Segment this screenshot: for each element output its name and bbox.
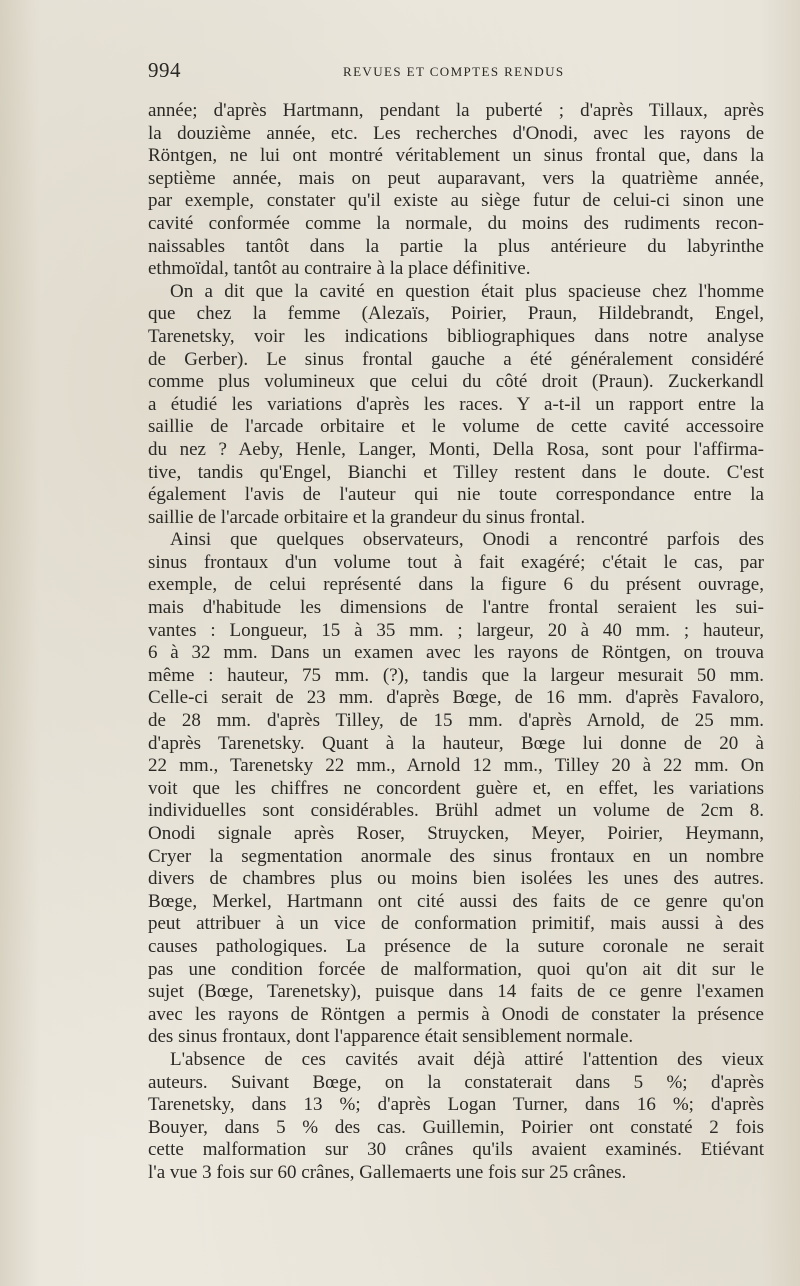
paragraph-first-line: On a dit que la cavité en question était plus spacieuse chez l'homme — [170, 280, 764, 302]
paragraph-line: même : hauteur, 75 mm. (?), tandis que la largeur mesurait 50 mm. — [148, 664, 764, 686]
paragraph-first-line: année; d'après Hartmann, pendant la puberté ; d'après Tillaux, après — [148, 100, 764, 121]
paragraph-line: Cryer la segmentation anormale des sinus frontaux en un nombre — [148, 845, 764, 867]
paragraph-first-line: Ainsi que quelques observateurs, Onodi a rencontré parfois des — [170, 529, 764, 551]
paragraph-line: que chez la femme (Alezaïs, Poirier, Praun, Hildebrandt, Engel, — [148, 303, 764, 325]
paragraph-line: vantes : Longueur, 15 à 35 mm. ; largeur, 20 à 40 mm. ; hauteur, — [148, 619, 764, 641]
paragraph-line: mais d'habitude les dimensions de l'antre frontal seraient les sui- — [148, 597, 764, 619]
paragraph-line: naissables tantôt dans la partie la plus antérieure du labyrinthe — [148, 235, 764, 257]
paragraph-line: cette malformation sur 30 crânes qu'ils avaient examinés. Etiévant — [148, 1139, 764, 1161]
paragraph-line: de Gerber). Le sinus frontal gauche a été généralement considéré — [148, 348, 764, 370]
paragraph-line: Bouyer, dans 5 % des cas. Guillemin, Poirier ont constaté 2 fois — [148, 1116, 764, 1138]
paragraph-line: cavité conformée comme la normale, du moins des rudiments recon- — [148, 212, 764, 234]
paragraph-line: sujet (Bœge, Tarenetsky), puisque dans 14 faits de ce genre l'examen — [148, 981, 764, 1003]
paragraph-line: Bœge, Merkel, Hartmann ont cité aussi des faits de ce genre qu'on — [148, 890, 764, 912]
paragraph-line: 22 mm., Tarenetsky 22 mm., Arnold 12 mm., Tilley 20 à 22 mm. On — [148, 755, 764, 777]
paragraph-line: saillie de l'arcade orbitaire et la grandeur du sinus frontal. — [148, 506, 586, 528]
paragraph-line: causes pathologiques. La présence de la suture coronale ne serait — [148, 935, 764, 957]
paragraph-first-line: L'absence de ces cavités avait déjà attiré l'attention des vieux — [170, 1048, 764, 1070]
paragraph-line: a étudié les variations d'après les races. Y a-t-il un rapport entre la — [148, 393, 764, 415]
paragraph-line: Tarenetsky, voir les indications bibliographiques dans notre analyse — [148, 325, 764, 347]
paragraph-line: l'a vue 3 fois sur 60 crânes, Gallemaerts une fois sur 25 crânes. — [148, 1161, 627, 1183]
paragraph-line: la douzième année, etc. Les recherches d'Onodi, avec les rayons de — [148, 122, 764, 144]
paragraph-line: pas une condition forcée de malformation, quoi qu'on ait dit sur le — [148, 958, 764, 980]
paragraph-line: individuelles sont considérables. Brühl admet un volume de 2cm 8. — [148, 800, 764, 822]
paragraph-line: peut attribuer à un vice de conformation primitif, mais aussi à des — [148, 913, 764, 935]
page-header — [148, 58, 764, 86]
paragraph-line: saillie de l'arcade orbitaire et le volume de cette cavité accessoire — [148, 416, 764, 438]
page-number: 994 — [148, 58, 181, 82]
paragraph-line: de 28 mm. d'après Tilley, de 15 mm. d'après Arnold, de 25 mm. — [148, 710, 764, 732]
paragraph-line: septième année, mais on peut auparavant, vers la quatrième année, — [148, 167, 764, 189]
paragraph-line: également l'avis de l'auteur qui nie toute correspondance entre la — [148, 484, 764, 506]
paragraph-line: tive, tandis qu'Engel, Bianchi et Tilley restent dans le doute. C'est — [148, 461, 764, 483]
running-head: REVUES ET COMPTES RENDUS — [343, 64, 565, 79]
paragraph-line: des sinus frontaux, dont l'apparence était sensiblement normale. — [148, 1026, 634, 1048]
body-text — [148, 100, 764, 1185]
paragraph-line: Celle-ci serait de 23 mm. d'après Bœge, de 16 mm. d'après Favaloro, — [148, 687, 764, 709]
paragraph-line: par exemple, constater qu'il existe au siège futur de celui-ci sinon une — [148, 190, 764, 212]
paragraph-line: auteurs. Suivant Bœge, on la constaterait dans 5 %; d'après — [148, 1071, 764, 1093]
paragraph-line: Tarenetsky, dans 13 %; d'après Logan Turner, dans 16 %; d'après — [148, 1094, 764, 1116]
paragraph-line: Onodi signale après Roser, Struycken, Meyer, Poirier, Heymann, — [148, 823, 764, 844]
paragraph-line: d'après Tarenetsky. Quant à la hauteur, Bœge lui donne de 20 à — [148, 732, 764, 754]
paragraph-line: Röntgen, ne lui ont montré véritablement un sinus frontal que, dans la — [148, 145, 764, 167]
paragraph-line: sinus frontaux d'un volume tout à fait exagéré; c'était le cas, par — [148, 551, 764, 573]
paragraph-line: 6 à 32 mm. Dans un examen avec les rayons de Röntgen, on trouva — [148, 642, 764, 664]
paragraph-line: ethmoïdal, tantôt au contraire à la place définitive. — [148, 258, 531, 280]
paragraph-line: comme plus volumineux que celui du côté droit (Praun). Zuckerkandl — [148, 371, 764, 393]
paragraph-line: du nez ? Aeby, Henle, Langer, Monti, Della Rosa, sont pour l'affirma- — [148, 438, 764, 460]
paragraph-line: voit que les chiffres ne concordent guère et, en effet, les variations — [148, 777, 764, 799]
paragraph-line: divers de chambres plus ou moins bien isolées les unes des autres. — [148, 868, 764, 890]
paragraph-line: avec les rayons de Röntgen a permis à Onodi de constater la présence — [148, 1003, 764, 1025]
paragraph-line: exemple, de celui représenté dans la figure 6 du présent ouvrage, — [148, 574, 764, 596]
